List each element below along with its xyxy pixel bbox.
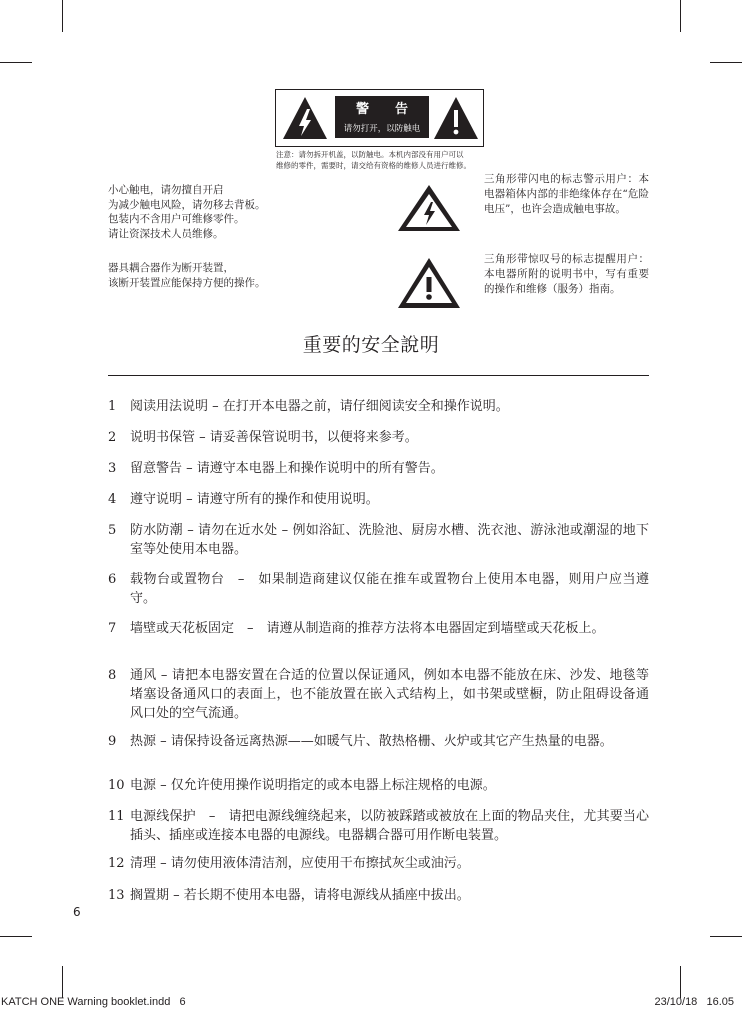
banner-subtitle: 请勿打开，以防触电 — [343, 124, 421, 134]
list-item — [108, 807, 649, 845]
crop-mark — [62, 0, 63, 32]
footer-file: KATCH ONE Warning booklet.indd 6 — [1, 996, 186, 1008]
note-coupler: 器具耦合器作为断开装置， 该断开装置应能保持方便的操作。 — [108, 262, 266, 289]
item-number: 5 — [108, 523, 117, 538]
list-item — [108, 619, 649, 638]
crop-mark — [680, 966, 681, 998]
item-text: 电源线保护 – 请把电源线缠绕起来，以防被踩踏或被放在上面的物品夹住，尤其要当心插头、插座或连接本电器的电源线。电器耦合器可用作断电装置。 — [130, 809, 649, 843]
crop-mark — [62, 966, 63, 998]
item-text: 电源 – 仅允许使用操作说明指定的或本电器上标注规格的电源。 — [130, 778, 496, 793]
item-text: 搁置期 – 若长期不使用本电器，请将电源线从插座中拔出。 — [130, 888, 470, 903]
lightning-warning-icon — [281, 95, 329, 141]
lightning-triangle-icon — [396, 183, 462, 233]
item-text: 墙壁或天花板固定 – 请遵从制造商的推荐方法将本电器固定到墙壁或天花板上。 — [130, 621, 605, 636]
footer-date: 23/10/18 16.05 — [654, 996, 734, 1008]
item-number: 10 — [108, 778, 125, 793]
item-text: 通风 – 请把本电器安置在合适的位置以保证通风，例如本电器不能放在床、沙发、地毯等堵塞设备通风口的表面上，也不能放置在嵌入式结构上，如书架或壁橱，防止阻碍设备通风口处的空气流通。 — [130, 668, 649, 721]
list-item — [108, 732, 649, 751]
list-item — [108, 854, 649, 873]
list-item — [108, 886, 649, 905]
exclamation-triangle-icon — [396, 256, 462, 310]
page-number: 6 — [73, 905, 81, 919]
warning-banner — [335, 96, 429, 138]
item-number: 4 — [108, 492, 117, 507]
caution-line: 注意：请勿拆开机盖，以防触电。本机内部没有用户可以 — [276, 150, 464, 159]
note-lightning-symbol: 三角形带闪电的标志警示用户：本电器箱体内部的非绝缘体存在“危险电压”，也许会造成触电事故。 — [484, 173, 649, 215]
crop-mark — [0, 62, 32, 63]
warning-label-box — [275, 89, 484, 147]
banner-title: 警 告 — [355, 102, 408, 117]
item-text: 说明书保管 – 请妥善保管说明书，以便将来参考。 — [130, 430, 418, 445]
list-item — [108, 776, 649, 795]
note-shock-caution: 小心触电，请勿擅自开启 为减少触电风险，请勿移去背板。 包装内不含用户可维修零件。 请让资深技术人员维修。 — [108, 184, 266, 240]
list-item — [108, 521, 649, 559]
caution-line: 维修的零件，需要时，请交给有资格的维修人员进行维修。 — [276, 161, 471, 170]
list-item — [108, 397, 649, 416]
crop-mark — [710, 62, 742, 63]
item-number: 13 — [108, 888, 125, 903]
divider — [108, 375, 649, 376]
note-exclamation-symbol: 三角形带惊叹号的标志提醒用户：本电器所附的说明书中，写有重要的操作和维修（服务）指南。 — [484, 253, 649, 295]
item-number: 8 — [108, 668, 117, 683]
list-item — [108, 428, 649, 447]
item-number: 2 — [108, 430, 117, 445]
item-text: 阅读用法说明 – 在打开本电器之前，请仔细阅读安全和操作说明。 — [130, 399, 509, 414]
item-number: 6 — [108, 572, 117, 587]
crop-mark — [0, 936, 32, 937]
item-text: 防水防潮 – 请勿在近水处 – 例如浴缸、洗脸池、厨房水槽、洗衣池、游泳池或潮湿的地下室等处使用本电器。 — [130, 523, 649, 557]
item-text: 留意警告 – 请遵守本电器上和操作说明中的所有警告。 — [130, 461, 444, 476]
list-item — [108, 666, 649, 723]
list-item — [108, 570, 649, 608]
crop-mark — [710, 936, 742, 937]
exclamation-warning-icon — [432, 95, 480, 141]
item-number: 7 — [108, 621, 117, 636]
item-text: 载物台或置物台 – 如果制造商建议仅能在推车或置物台上使用本电器，则用户应当遵守。 — [130, 572, 649, 606]
list-item — [108, 459, 649, 478]
caution-text — [276, 149, 471, 171]
list-item — [108, 490, 649, 509]
item-number: 3 — [108, 461, 117, 476]
item-number: 1 — [108, 399, 117, 414]
item-number: 9 — [108, 734, 117, 749]
item-text: 清理 – 请勿使用液体清洁剂，应使用干布擦拭灰尘或油污。 — [130, 856, 470, 871]
section-title: 重要的安全說明 — [302, 334, 440, 356]
crop-mark — [680, 0, 681, 32]
item-number: 12 — [108, 856, 125, 871]
item-number: 11 — [108, 809, 125, 824]
item-text: 热源 – 请保持设备远离热源——如暖气片、散热格栅、火炉或其它产生热量的电器。 — [130, 734, 613, 749]
item-text: 遵守说明 – 请遵守所有的操作和使用说明。 — [130, 492, 379, 507]
